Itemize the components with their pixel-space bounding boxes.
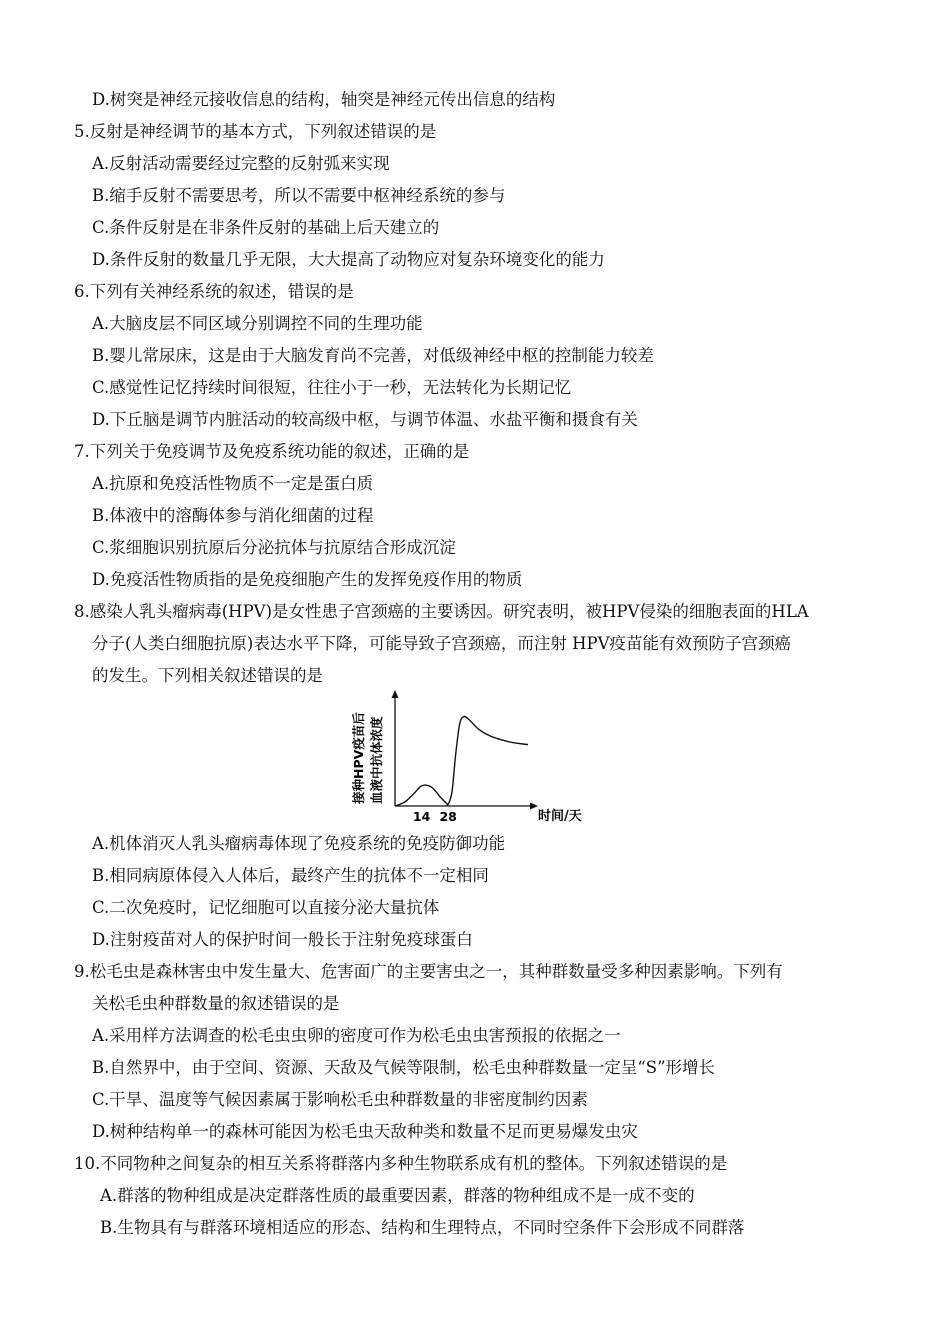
option-6a: A.大脑皮层不同区域分别调控不同的生理功能 [92,314,423,333]
option-9c: C.干旱、温度等气候因素属于影响松毛虫种群数量的非密度制约因素 [92,1090,588,1109]
option-7a: A.抗原和免疫活性物质不一定是蛋白质 [92,474,374,493]
option-8a: A.机体消灭人乳头瘤病毒体现了免疫系统的免疫防御功能 [92,834,506,853]
option-6d: D.下丘脑是调节内脏活动的较高级中枢，与调节体温、水盐平衡和摄食有关 [92,410,638,429]
option-5d: D.条件反射的数量几乎无限，大大提高了动物应对复杂环境变化的能力 [92,250,605,269]
option-10b: B.生物具有与群落环境相适应的形态、结构和生理特点，不同时空条件下会形成不同群落 [100,1218,745,1237]
question-5-stem: 5.反射是神经调节的基本方式，下列叙述错误的是 [74,122,437,141]
option-5a: A.反射活动需要经过完整的反射弧来实现 [92,154,390,173]
question-9-stem-cont: 关松毛虫种群数量的叙述错误的是 [92,994,340,1013]
y-axis-arrow [392,690,399,698]
option-9b: B.自然界中，由于空间、资源、天敌及气候等限制，松毛虫种群数量一定呈“S”形增长 [92,1058,716,1077]
y-axis-label-line1: 接种HPV疫苗后 [351,712,366,804]
option-6c: C.感觉性记忆持续时间很短，往往小于一秒，无法转化为长期记忆 [92,378,572,397]
question-6-stem: 6.下列有关神经系统的叙述，错误的是 [74,282,354,301]
antibody-chart [350,688,600,823]
option-7c: C.浆细胞识别抗原后分泌抗体与抗原结合形成沉淀 [92,538,456,557]
antibody-series-line [395,716,528,806]
question-8-stem-cont: 分子(人类白细胞抗原)表达水平下降，可能导致子宫颈癌，而注射 HPV疫苗能有效预防子宫颈癌 [92,634,792,653]
option-9d: D.树种结构单一的森林可能因为松毛虫天敌种类和数量不足而更易爆发虫灾 [92,1122,638,1141]
question-7-stem: 7.下列关于免疫调节及免疫系统功能的叙述，正确的是 [74,442,470,461]
question-9-stem: 9.松毛虫是森林害虫中发生量大、危害面广的主要害虫之一，其种群数量受多种因素影响。下列有 [74,962,783,981]
x-axis-label: 时间/天 [538,809,582,823]
option-5b: B.缩手反射不需要思考，所以不需要中枢神经系统的参与 [92,186,506,205]
option-8b: B.相同病原体侵入人体后，最终产生的抗体不一定相同 [92,866,489,885]
option-6b: B.婴儿常尿床，这是由于大脑发育尚不完善，对低级神经中枢的控制能力较差 [92,346,654,365]
y-axis-label-line2: 血液中抗体浓度 [369,716,384,804]
option-8d: D.注射疫苗对人的保护时间一般长于注射免疫球蛋白 [92,930,473,949]
option-5c: C.条件反射是在非条件反射的基础上后天建立的 [92,218,440,237]
option-7d: D.免疫活性物质指的是免疫细胞产生的发挥免疫作用的物质 [92,570,523,589]
x-tick-label-28: 28 [439,809,457,823]
option-8c: C.二次免疫时，记忆细胞可以直接分泌大量抗体 [92,898,440,917]
question-8-stem: 8.感染人乳头瘤病毒(HPV)是女性患子宫颈癌的主要诱因。研究表明，被HPV侵染的细胞表面的HLA [74,602,809,621]
x-axis-arrow [530,803,538,810]
question-8-stem-end: 的发生。下列相关叙述错误的是 [92,666,323,685]
x-tick-label-14: 14 [412,809,431,823]
option-9a: A.采用样方法调查的松毛虫虫卵的密度可作为松毛虫虫害预报的依据之一 [92,1026,621,1045]
question-10-stem: 10.不同物种之间复杂的相互关系将群落内多种生物联系成有机的整体。下列叙述错误的是 [74,1154,728,1173]
option-10a: A.群落的物种组成是决定群落性质的最重要因素，群落的物种组成不是一成不变的 [100,1186,695,1205]
option-7b: B.体液中的溶酶体参与消化细菌的过程 [92,506,374,525]
option-4d: D.树突是神经元接收信息的结构，轴突是神经元传出信息的结构 [92,90,556,109]
